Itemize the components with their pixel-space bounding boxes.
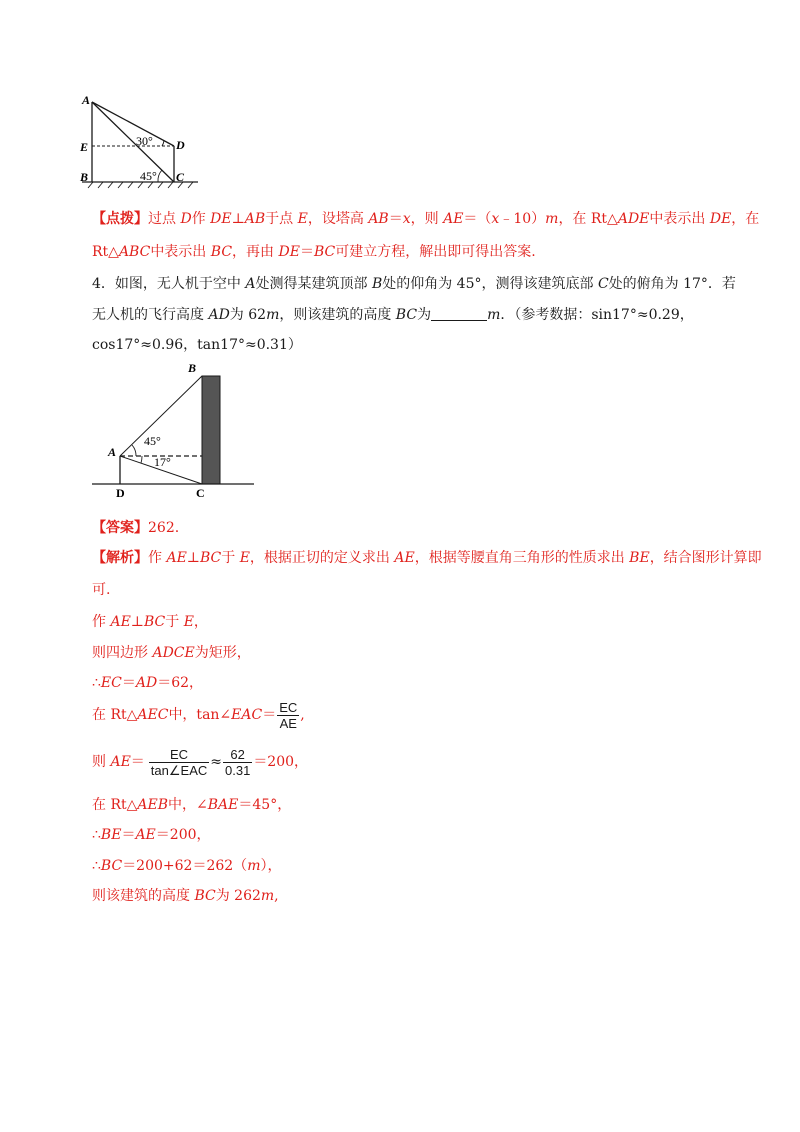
answer-line (92, 518, 179, 538)
angle-label-45: 45° (140, 169, 157, 183)
step-7: ∴BE＝AE＝200， (92, 827, 211, 843)
step-9: 则该建筑的高度 BC为 262m, (92, 888, 279, 904)
step-1: 作 AE⊥BC于 E， (92, 614, 208, 630)
fraction-ec-over-ae: $\frac{EC}{AE}$ (279, 699, 298, 731)
fraction-62-over-031: $\frac{62}{0.31}$ (225, 746, 251, 778)
analysis-line-2: 可. (92, 582, 111, 598)
hint-tag: 【点拨】 (92, 211, 148, 227)
angle-label-45: 45° (144, 434, 161, 448)
step-2: 则四边形 ADCE为矩形， (92, 645, 251, 661)
step-6: 在 Rt△AEB中，∠BAE＝45°， (92, 797, 292, 813)
point-label-d: D (176, 138, 185, 152)
point-label-a: A (82, 93, 91, 107)
angle-label-17: 17° (154, 455, 171, 469)
analysis-tag: 【解析】 (92, 550, 148, 566)
answer-blank (431, 306, 487, 321)
point-label-c: C (196, 486, 205, 500)
fraction-ec-over-tan: $\frac{EC}{\text{tan∠EAC}}$ (150, 746, 208, 778)
point-label-b: B (80, 170, 89, 184)
step-8: ∴BC＝200+62＝262（m）， (92, 858, 282, 874)
question-line-3: cos17°≈0.96，tan17°≈0.31） (92, 337, 302, 353)
point-label-b: B (188, 361, 197, 375)
hint-line-2: Rt△ABC中表示出 BC，再由 DE＝BC可建立方程，解出即可得出答案. (92, 244, 536, 260)
figure-drone-diagram (92, 360, 262, 500)
point-label-e: E (80, 140, 89, 154)
point-label-d: D (116, 486, 125, 500)
figure-tower-diagram (76, 92, 206, 192)
angle-label-30: 30° (136, 134, 153, 148)
point-label-a: A (108, 445, 117, 459)
analysis-line-1: 【解析】作 AE⊥BC于 E，根据正切的定义求出 AE，根据等腰直角三角形的性质求出 BE，结合图形计算即 (92, 550, 762, 566)
hint-line-1: 【点拨】过点 D作 DE⊥AB于点 E，设塔高 AB＝x，则 AE＝（x﹣10）m，在 Rt△ADE中表示出 DE，在 (92, 211, 760, 227)
question-line-2: 无人机的飞行高度 AD为 62m，则该建筑的高度 BC为 m．（参考数据：sin17°≈0.29， (92, 307, 694, 323)
question-line-1: 4．如图，无人机于空中 A处测得某建筑顶部 B处的仰角为 45°，测得该建筑底部 C处的俯角为 17°．若 (92, 276, 736, 292)
point-label-c: C (176, 170, 185, 184)
step-3: ∴EC＝AD＝62， (92, 675, 204, 691)
step-4: 在 Rt△AEC中，tan∠EAC＝ $\frac{EC}{AE}$ , (92, 699, 305, 731)
answer-tag: 【答案】 (92, 520, 148, 536)
step-5: 则 AE＝ $\frac{EC}{\text{tan∠EAC}}$ ≈ $\frac{62}{0.31}$ ＝200， (92, 746, 309, 778)
answer-value: 262. (148, 520, 180, 536)
